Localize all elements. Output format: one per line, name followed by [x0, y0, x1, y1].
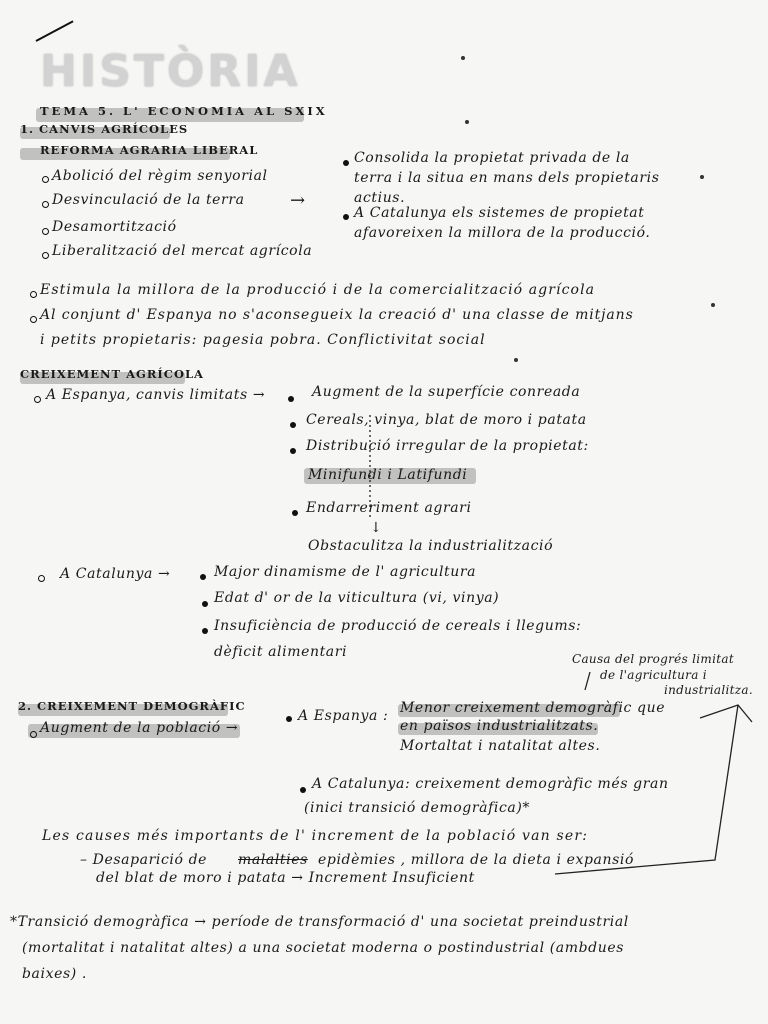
list-item: Desvinculació de la terra	[52, 192, 245, 208]
down-arrow: ↓	[370, 520, 383, 536]
paragraph: Estimula la millora de la producció i de la comercialització agrícola	[40, 282, 596, 298]
paragraph: del blat de moro i patata → Increment Insuficient	[96, 870, 475, 886]
right-text: Consolida la propietat privada de la	[354, 150, 630, 166]
list-item: Endarreriment agrari	[306, 500, 472, 516]
paragraph: Augment de la població →	[40, 720, 239, 736]
list-item: Cereals, vinya, blat de moro i patata	[306, 412, 587, 428]
margin-note: Causa del progrés limitat	[572, 652, 734, 666]
paragraph: epidèmies , millora de la dieta i expansió	[318, 852, 635, 868]
paragraph: Menor creixement demogràfic que	[400, 700, 666, 716]
list-item: Abolició del règim senyorial	[52, 168, 268, 184]
paragraph: – Desaparició de	[80, 852, 208, 868]
minifundi-text: Minifundi i Latifundi	[308, 467, 468, 483]
footnote: *Transició demogràfica → període de transformació d' una societat preindustrial	[10, 914, 629, 930]
reforma-heading: REFORMA AGRARIA LIBERAL	[40, 143, 259, 157]
margin-note: de l'agricultura i	[600, 668, 707, 682]
paragraph: Mortaltat i natalitat altes.	[400, 738, 601, 754]
paragraph: Al conjunt d' Espanya no s'aconsegueix la creació d' una classe de mitjans	[40, 307, 634, 323]
list-item: Liberalització del mercat agrícola	[52, 243, 313, 259]
paragraph: (inici transició demogràfica)*	[304, 800, 531, 816]
arrow: →	[290, 190, 306, 211]
paragraph: dèficit alimentari	[214, 644, 348, 660]
connector-arrow	[370, 415, 752, 874]
paragraph: A Espanya, canvis limitats →	[46, 387, 266, 403]
creixement-agricola-heading: CREIXEMENT AGRÍCOLA	[20, 367, 204, 381]
list-item: Distribució irregular de la propietat:	[306, 438, 589, 454]
page-title: HISTÒRIA	[40, 46, 301, 97]
creixement-demografic-heading: 2. CREIXEMENT DEMOGRÀFIC	[18, 699, 246, 713]
list-item: Insuficiència de producció de cereals i llegums:	[214, 618, 582, 634]
paragraph: A Catalunya: creixement demogràfic més gran	[312, 776, 669, 792]
right-text: terra i la situa en mans dels propietaris	[354, 170, 660, 186]
paragraph: Les causes més importants de l' increment de la població van ser:	[42, 828, 589, 844]
paragraph: en països industrialitzats.	[400, 718, 599, 734]
paragraph: Obstaculitza la industrialització	[308, 538, 554, 554]
list-item: Desamortització	[52, 219, 177, 235]
paragraph: A Catalunya →	[60, 566, 171, 582]
list-item: Major dinamisme de l' agricultura	[214, 564, 477, 580]
tema-heading: TEMA 5. L' ECONOMIA AL SXIX	[40, 104, 328, 118]
footnote: (mortalitat i natalitat altes) a una societat moderna o postindustrial (ambdues	[22, 940, 624, 956]
paragraph: A Espanya :	[298, 708, 389, 724]
right-text: actius.	[354, 190, 406, 206]
list-item: Augment de la superfície conreada	[312, 384, 581, 400]
stray-dots	[461, 56, 715, 362]
list-item: Edat d' or de la viticultura (vi, vinya)	[214, 590, 500, 606]
paragraph: i petits propietaris: pagesia pobra. Conflictivitat social	[40, 332, 486, 348]
struck-word: malalties	[238, 852, 308, 868]
section-canvis-heading: 1. CANVIS AGRÍCOLES	[20, 122, 189, 136]
right-text: afavoreixen la millora de la producció.	[354, 225, 651, 241]
right-text: A Catalunya els sistemes de propietat	[354, 205, 645, 221]
margin-note: industrialitza.	[664, 683, 753, 697]
footnote: baixes) .	[22, 966, 87, 982]
